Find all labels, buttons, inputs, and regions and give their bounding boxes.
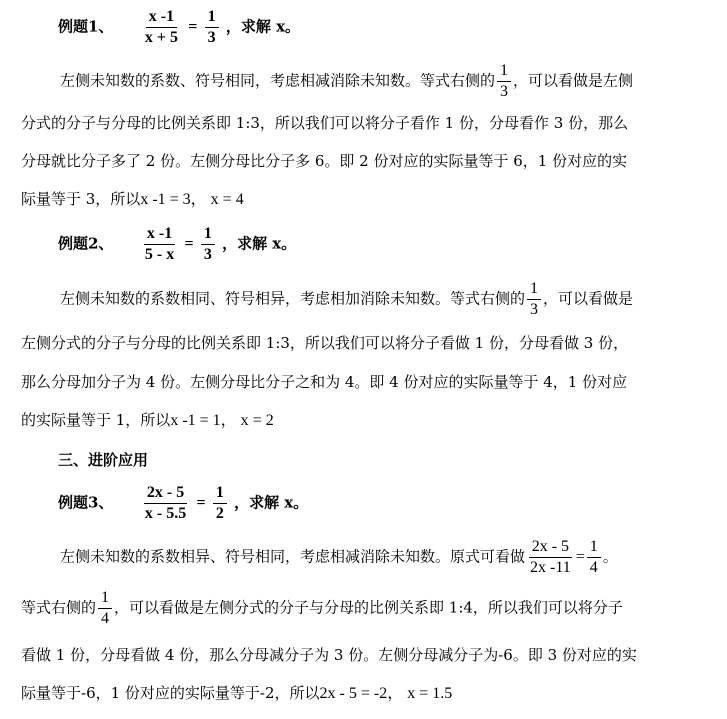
example-2-left-fraction: $\frac{x -1}{5 - x}$ (144, 225, 175, 263)
example-2-right-fraction: $\frac{1}{3}$ (201, 225, 215, 264)
example-2-para-line-2: 左侧分式的分子与分母的比例关系即 1:3，所以我们可以将分子看做 1 份，分母看做 3 份， (21, 334, 629, 352)
example-3-para-line-3: 看做 1 份，分母看做 4 份，那么分母减分子为 3 份。左侧分母减分子为-6。即 3 份对应的实 (21, 646, 637, 664)
example-2-heading: 例题2、 $\frac{x -1}{5 - x}$ = $\frac{1}{3}$ ，求解 x。 (58, 225, 297, 263)
one-third-fraction: $\frac{1}{3}$ (527, 280, 541, 319)
example-3-heading: 例题3、 $\frac{2x - 5}{x - 5.5}$ = $\frac{1}{2}$ ，求解 x。 (58, 484, 309, 522)
example-3-para-line-1: 左侧未知数的系数相异、符号相同，考虑相减消除未知数。原式可看做 $\frac{2x - 5}{2x -11}$ = $\frac{1}{4}$ 。 (60, 538, 618, 576)
one-quarter-fraction: $\frac{1}{4}$ (98, 589, 112, 628)
example-3-para-line-2: 等式右侧的 $\frac{1}{4}$ ，可以看做是左侧分式的分子与分母的比例关系即 1:4，所以我们可以将分子 (21, 589, 623, 627)
example-1-heading: 例题1、 $\frac{x -1}{x + 5}$ = $\frac{1}{3}$ ，求解 x。 (58, 8, 301, 46)
example-1-para-line-4: 际量等于 3，所以x -1 = 3， x = 4 (21, 190, 244, 208)
example-1-answer: x -1 = 3， x = 4 (140, 191, 244, 208)
example-3-para-line-4: 际量等于-6，1 份对应的实际量等于-2，所以2x - 5 = -2， x = 1.5 (21, 684, 453, 702)
example-3-answer: 2x - 5 = -2， x = 1.5 (319, 685, 453, 702)
example-2-para-line-1: 左侧未知数的系数相同、符号相异，考虑相加消除未知数。等式右侧的 $\frac{1}{3}$ ，可以看做是 (60, 280, 634, 318)
example-2-question: ，求解 x。 (222, 234, 297, 253)
one-third-fraction: $\frac{1}{3}$ (497, 62, 511, 101)
example-1-para-line-3: 分母就比分子多了 2 份。左侧分母比分子多 6。即 2 份对应的实际量等于 6，1 份对应的实 (21, 152, 628, 170)
example-3-left-fraction: $\frac{2x - 5}{x - 5.5}$ (144, 484, 187, 522)
example-1-label: 例题1、 (58, 17, 114, 36)
example-1-para-line-1: 左侧未知数的系数、符号相同，考虑相减消除未知数。等式右侧的 $\frac{1}{3}$ ，可以看做是左侧 (60, 62, 634, 100)
example-2-para-line-4: 的实际量等于 1，所以x -1 = 1， x = 2 (21, 411, 274, 429)
example-3-label: 例题3、 (58, 493, 114, 512)
example-1-left-fraction: $\frac{x -1}{x + 5}$ (144, 8, 179, 46)
example-1-right-fraction: $\frac{1}{3}$ (205, 8, 219, 47)
example-1-para-line-2: 分式的分子与分母的比例关系即 1:3，所以我们可以将分子看作 1 份，分母看作 3 份，那么 (21, 114, 629, 132)
example-2-answer: x -1 = 1， x = 2 (170, 412, 274, 429)
example-2-para-line-3: 那么分母加分子为 4 份。左侧分母比分子之和为 4。即 4 份对应的实际量等于 4，1 份对应 (21, 373, 628, 391)
section-heading: 三、进阶应用 (58, 451, 149, 469)
example-3-question: ，求解 x。 (234, 493, 309, 512)
rewritten-left-fraction: $\frac{2x - 5}{2x -11}$ (530, 538, 571, 576)
rewritten-right-fraction: $\frac{1}{4}$ (587, 538, 601, 577)
example-1-question: ，求解 x。 (225, 17, 301, 36)
example-3-right-fraction: $\frac{1}{2}$ (213, 484, 227, 523)
example-2-label: 例题2、 (58, 234, 114, 253)
